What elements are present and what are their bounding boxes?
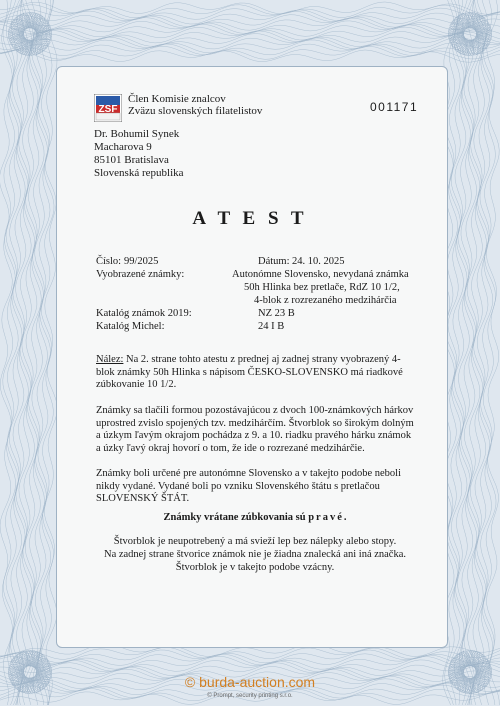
number-label: Číslo:	[96, 256, 122, 267]
finding-text: Na 2. strane tohto atestu z prednej aj zadnej strany vyobrazený 4-blok známky 50h Hlinka s nápisom ČESKO-SLOVENSKO má riadkové zúbkovanie 10 1/2.	[96, 354, 403, 390]
zsf-logo-icon	[94, 94, 122, 122]
expert-street: Macharova 9	[94, 141, 152, 153]
expert-city: 85101 Bratislava	[94, 154, 169, 166]
printer-copyright: © Prompt, security printing s.r.o.	[207, 693, 293, 699]
member-line-1: Člen Komisie znalcov	[128, 93, 226, 105]
catalog-2019-label: Katalóg známok 2019:	[96, 308, 192, 319]
perforation-statement	[96, 512, 414, 525]
serial-number: 001171	[370, 100, 419, 114]
catalog-michel-value: 24 I B	[258, 321, 285, 332]
closing-line-2: Na zadnej strane štvorice známok nie je žiadna znalecká ani iná značka.	[103, 549, 406, 560]
catalog-2019-value: NZ 23 B	[258, 308, 295, 319]
printing-paragraph: Známky sa tlačili formou pozostávajúcou z dvoch 100-známkových hárkov uprostred zvislo spojených tzv. medzihárčím. Štvorblok so širokým dolným a úzkym ľavým okrajom pochádza z 9. a 10. riadku pravého hárku známok a úzky ľavý okraj hovorí o tom, že ide o rozrezané medzihárčie.	[96, 405, 414, 454]
date-label: Dátum:	[258, 256, 290, 267]
date-value: 24. 10. 2025	[292, 256, 345, 267]
document-title: A T E S T	[192, 208, 308, 229]
perforation-prefix: Známky vrátane zúbkovania sú	[163, 512, 309, 523]
logo-text: ZSF	[98, 104, 118, 115]
expert-country: Slovenská republika	[94, 167, 184, 179]
expert-address	[94, 128, 184, 180]
number-value: 99/2025	[124, 256, 159, 267]
stamps-line-3: 4-blok z rozrezaného medzihárčia	[254, 295, 397, 306]
auction-watermark: © burda-auction.com	[184, 674, 316, 690]
perforation-word: pravé	[308, 512, 344, 523]
issue-paragraph: Známky boli určené pre autonómne Slovensko a v takejto podobe neboli nikdy vydané. Vydané boli po vzniku Slovenského štátu s pretlačou SLOVENSKÝ ŠTÁT.	[96, 468, 402, 504]
stamps-line-1: Autonómne Slovensko, nevydaná známka	[232, 269, 409, 280]
stamps-label: Vyobrazené známky:	[96, 269, 185, 280]
closing-line-3: Štvorblok je v takejto podobe vzácny.	[175, 562, 335, 573]
member-line-2: Zväzu slovenských filatelistov	[128, 105, 263, 117]
closing-line-1: Štvorblok je neupotrebený a má svieží lep bez nálepky alebo stopy.	[113, 536, 397, 547]
perforation-suffix: .	[343, 512, 347, 523]
finding-label: Nález:	[96, 354, 124, 365]
stamps-line-2: 50h Hlinka bez pretlače, RdZ 10 1/2,	[244, 282, 400, 293]
expert-name: Dr. Bohumil Synek	[94, 128, 180, 140]
commission-member-line	[128, 93, 262, 117]
catalog-michel-label: Katalóg Michel:	[96, 321, 165, 332]
finding-paragraph	[96, 354, 414, 392]
